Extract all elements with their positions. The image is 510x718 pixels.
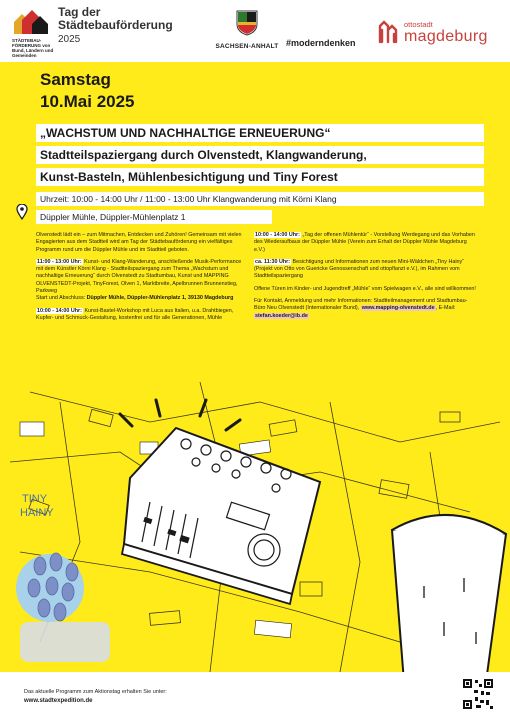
program-left-column [36,232,248,327]
time-label: 10:00 - 14:00 Uhr: [37,307,82,314]
program-text: Kunst- und Klang-Wanderung, anschließende Musik-Performance mit dem Künstler Körni Klang - Stadtteilspaziergang zum Thema „Wachstum und nachhaltige Erneuerung“ durch Olvenstedt zu Stadtumbau, Kunst und MAPPING OLVENSTEDT-Projekt, TinyForest, Olven 1, Marktbreite, Apelbrunnen Brunnenstieg, Parkweg [36,258,242,295]
hashtag-moderndenken: #moderndenken [286,38,356,48]
event-headline: „WACHSTUM UND NACHHALTIGE ERNEUERUNG“ [36,124,484,142]
footer [0,672,510,718]
website-link[interactable]: www.mapping-olvenstedt.de [361,305,435,312]
mixing-console-drawing [122,428,320,604]
staedtebau-house-icon [12,8,52,38]
footer-link[interactable]: www.stadtexpedition.de [24,698,93,704]
email-label: , E-Mail: [435,305,456,312]
event-location: Düppler Mühle, Düppler-Mühlenplatz 1 [36,210,272,224]
program-item-tiny-hainy [254,259,476,281]
sachsen-anhalt-label: SACHSEN-ANHALT [215,43,279,50]
start-address: Düppler Mühle, Düppler-Mühlenplatz 1, 39130 Magdeburg [86,295,234,302]
burst-lines [120,400,240,430]
time-label: 10:00 - 14:00 Uhr: [255,232,300,238]
program-item-workshop [36,308,248,323]
event-subtitle-2: Kunst-Basteln, Mühlenbesichtigung und Tiny Forest [36,168,484,186]
event-day: Samstag [40,70,111,89]
location-pin-icon [16,204,28,220]
event-subtitle-1: Stadtteilspaziergang durch Olvenstedt, Klangwanderung, [36,146,484,164]
program-item-jugendtreff: Offene Türen im Kinder- und Jugendtreff „Mühle“ vom Spielwagen e.V., alle sind willkommen! [254,285,476,292]
time-label: ca. 11:30 Uhr: [255,258,291,265]
windmill-tower-illustration [392,515,506,682]
header [0,0,510,62]
time-label: 11:00 - 13:00 Uhr: [37,258,82,265]
contact-text: Für Kontakt, Anmeldung und mehr Informationen: Stadtteilmanagement und Stadtumbau-Büro Neu Olvenstedt (Internationaler Bund), [254,298,468,312]
qr-code-icon [462,678,494,710]
staedtebau-logo-text: STÄDTEBAU-FÖRDERUNG von Bund, Ländern und Gemeinden [12,38,54,58]
tiny-forest-illustration [16,493,110,662]
program-text: Kunst-Bastel-Workshop mit Luca aus Italien, u.a. Drahtbiegen, Kupfer- und Schmuck-Gestaltung, kostenfrei und für alle Generationen, Mühle [36,307,234,321]
ottostadt-label: ottostadt [404,20,433,29]
sachsen-anhalt-logo [214,10,280,58]
start-label: Start und Abschluss: [36,295,87,302]
contact-info [254,298,476,320]
event-time: Uhrzeit: 10:00 - 14:00 Uhr / 11:00 - 13:00 Uhr Klangwanderung mit Körni Klang [36,192,484,206]
tag-year: 2025 [58,34,81,45]
intro-paragraph: Olvenstedt lädt ein – zum Mitmachen, Entdecken und Zuhören! Gemeinsam mit vielen Engagierten aus dem Stadtteil wird am Tag der Städtebauförderung ein vielfältiges Programm rund um die Düppler Mühle und im Stadtteil geboten. [36,232,242,253]
event-date: 10.Mai 2025 [40,92,135,111]
program-item-muehlentuer [254,232,476,254]
program-right-column [254,232,476,325]
tiny-hainy-label-1: TINY [22,493,48,505]
magdeburg-label: magdeburg [404,28,488,45]
sachsen-anhalt-shield-icon [236,10,258,36]
program-item-klangwanderung [36,259,248,303]
magdeburg-m-icon [378,20,400,44]
footer-text: Das aktuelle Programm zum Aktionstag erhalten Sie unter: [24,689,167,695]
tag-der-staedtebaufoerderung-title: Tag der Städtebauförderung [58,5,173,32]
program-text: „Tag der offenen Mühlentür“ - Vorstellung Werdegang und das Vorhaben des Wiederaufbaus der Düppler Mühle (Verein zum Erhalt der Düppler Mühle Magdeburg e.V.) [254,232,475,253]
email-link[interactable]: stefan.koeder@ib.de [255,312,308,319]
tiny-hainy-label-2: HAINY [20,507,54,519]
olvenstedt-map-illustration [0,382,510,682]
program-text: Besichtigung und Informationen zum neuen Mini-Wäldchen „Tiny Hainy“ (Projekt von Otto von Guericke Genossenschaft und ottopflanzt e.V.), im Rahmen vom Stadtteilspaziergang [254,258,465,280]
